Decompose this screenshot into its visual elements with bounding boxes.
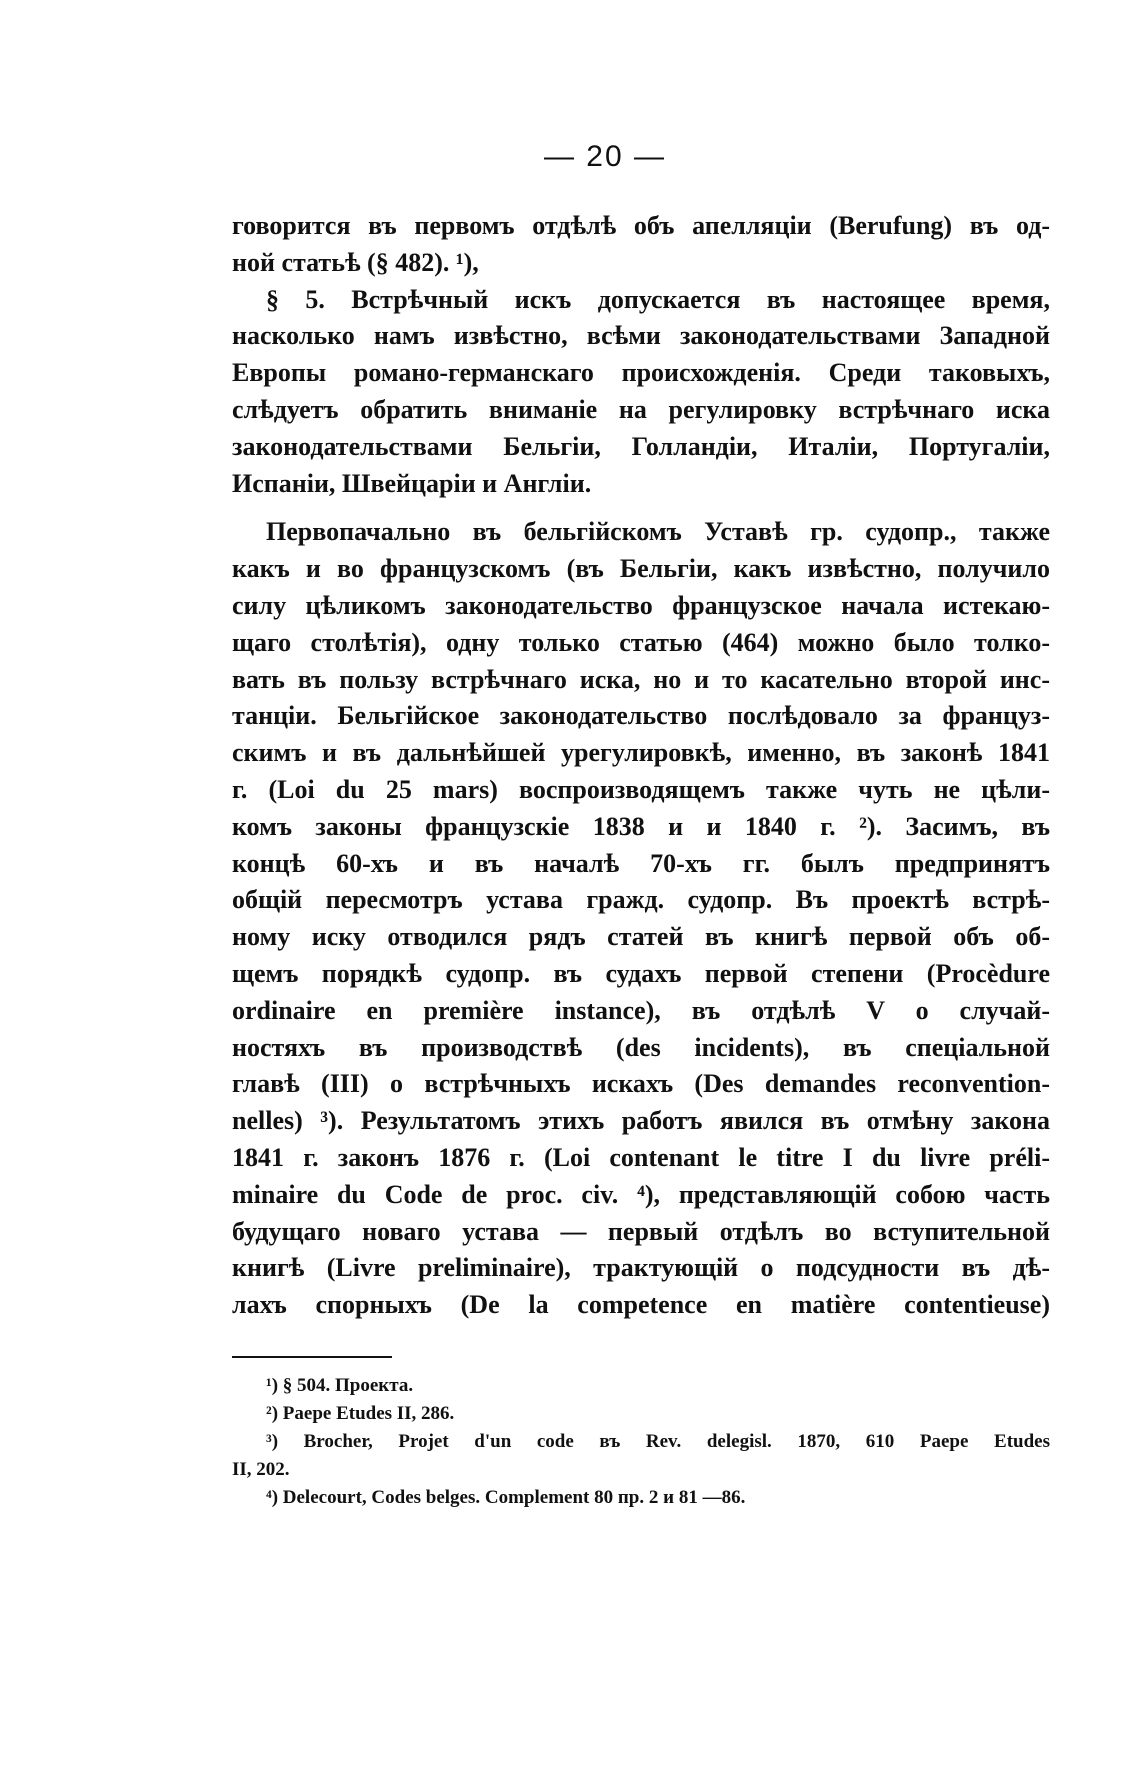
text-line: скимъ и въ дальнѣйшей урегулировкѣ, именно, въ законѣ 1841 xyxy=(232,738,1050,768)
text-line: законодательствами Бельгіи, Голландіи, Италіи, Португаліи, xyxy=(232,431,1050,461)
text-line: § 5. Встрѣчный искъ допускается въ настоящее время, xyxy=(266,284,1050,314)
paragraph xyxy=(232,514,1050,1324)
text-line: minaire du Code de proc. civ. ⁴), представляющій собою часть xyxy=(232,1179,1050,1209)
text-line: Испаніи, Швейцаріи и Англіи. xyxy=(232,468,592,498)
paragraph xyxy=(232,208,1050,282)
body-text xyxy=(232,208,1050,1324)
text-line: общій пересмотръ устава гражд. судопр. Въ проектѣ встрѣ- xyxy=(232,885,1050,915)
text-line: книгѣ (Livre preliminaire), трактующій о подсудности въ дѣ- xyxy=(232,1253,1050,1283)
paragraph xyxy=(232,282,1050,503)
text-line: вать въ пользу встрѣчнаго иска, но и то касательно второй инс- xyxy=(232,664,1050,694)
text-line: ordinaire en première instance), въ отдѣлѣ V о случай- xyxy=(232,995,1050,1025)
footnote: ³) Brocher, Projet d'un code въ Rev. delegisl. 1870, 610 Paepe Etudes xyxy=(266,1431,1050,1452)
footnote: ¹) § 504. Проекта. xyxy=(266,1375,414,1396)
footnote-divider xyxy=(232,1356,392,1358)
text-line: главѣ (III) о встрѣчныхъ искахъ (Des demandes reconvention- xyxy=(232,1069,1050,1099)
footnote-continuation: II, 202. xyxy=(232,1459,290,1480)
text-line: силу цѣликомъ законодательство французское начала истекаю- xyxy=(232,590,1050,620)
text-line: 1841 г. законъ 1876 г. (Loi contenant le titre I du livre préli- xyxy=(232,1142,1050,1172)
text-line: щемъ порядкѣ судопр. въ судахъ первой степени (Procèdure xyxy=(232,958,1050,988)
text-line: концѣ 60-хъ и въ началѣ 70-хъ гг. былъ предпринятъ xyxy=(232,848,1050,878)
text-line: ностяхъ въ производствѣ (des incidents), въ спеціальной xyxy=(232,1032,1050,1062)
text-line: ной статьѣ (§ 482). ¹), xyxy=(232,247,479,277)
text-line: насколько намъ извѣстно, всѣми законодательствами Западной xyxy=(232,321,1050,351)
footnotes xyxy=(232,1372,1050,1512)
text-line: танціи. Бельгійское законодательство послѣдовало за француз- xyxy=(232,701,1050,731)
text-line: Европы романо-германскаго происхожденія. Среди таковыхъ, xyxy=(232,358,1050,388)
text-line: какъ и во французскомъ (въ Бельгіи, какъ извѣстно, получило xyxy=(232,554,1050,584)
text-line: будущаго новаго устава — первый отдѣлъ во вступительной xyxy=(232,1216,1050,1246)
text-line: Первопачально въ бельгійскомъ Уставѣ гр. судопр., также xyxy=(266,517,1050,547)
footnote: ⁴) Delecourt, Codes belges. Complement 80 пр. 2 и 81 —86. xyxy=(266,1487,746,1508)
text-line: г. (Loi du 25 mars) воспроизводящемъ также чуть не цѣли- xyxy=(232,774,1050,804)
text-line: лахъ спорныхъ (De la competence en matière contentieuse) xyxy=(232,1290,1050,1320)
text-line: ному иску отводился рядъ статей въ книгѣ первой объ об- xyxy=(232,922,1050,952)
text-line: nelles) ³). Результатомъ этихъ работъ явился въ отмѣну закона xyxy=(232,1106,1050,1136)
text-line: комъ законы французскіе 1838 и и 1840 г. ²). Засимъ, въ xyxy=(232,811,1050,841)
page-number: — 20 — xyxy=(543,140,667,173)
text-line: щаго столѣтія), одну только статью (464) можно было толко- xyxy=(232,627,1050,657)
text-line: слѣдуетъ обратить вниманіе на регулировку встрѣчнаго иска xyxy=(232,394,1050,424)
footnote: ²) Paepe Etudes II, 286. xyxy=(266,1403,455,1424)
text-line: говорится въ первомъ отдѣлѣ объ апелляціи (Berufung) въ од- xyxy=(232,211,1050,240)
